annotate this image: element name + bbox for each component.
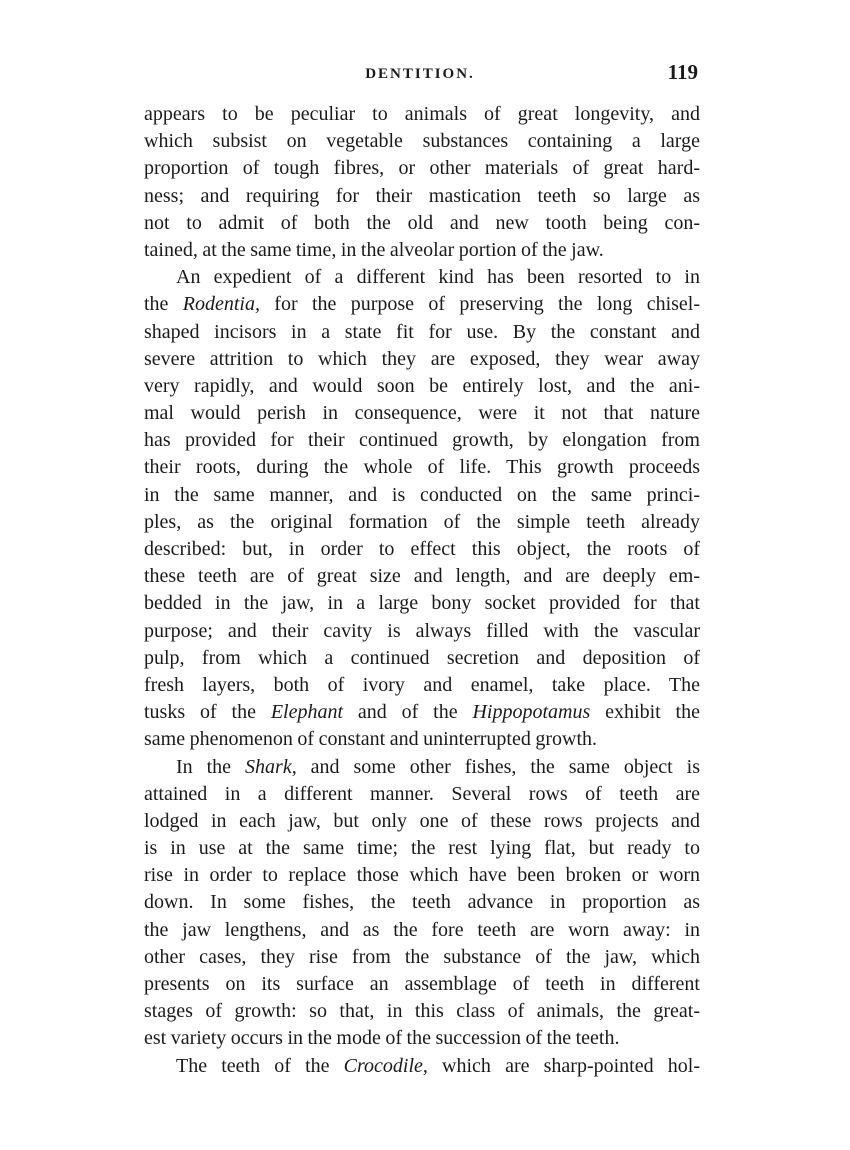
text-run: rise in order to replace those which have been broken or worn	[144, 864, 700, 887]
text-run: which are sharp-pointed hol-	[427, 1054, 700, 1077]
text-run: attained in a different manner. Several rows of teeth are	[144, 782, 700, 805]
text-line	[144, 618, 700, 645]
text-run: has provided for their continued growth, by elongation from	[144, 429, 700, 452]
text-line	[144, 781, 700, 808]
text-run: very rapidly, and would soon be entirely lost, and the ani-	[144, 374, 700, 397]
text-line	[144, 183, 700, 210]
text-run: shaped incisors in a state fit for use. By the constant and	[144, 320, 700, 343]
text-run: tusks of the	[144, 701, 271, 724]
text-run: proportion of tough fibres, or other materials of great hard-	[144, 157, 700, 180]
text-run: stages of growth: so that, in this class of animals, the great-	[144, 1000, 700, 1023]
text-line	[144, 971, 700, 998]
text-line	[144, 536, 700, 563]
text-line	[144, 346, 700, 373]
italic-term: Rodentia,	[182, 293, 260, 316]
text-run: same phenomenon of constant and uninterrupted growth.	[144, 728, 597, 751]
text-run: is in use at the same time; the rest lying flat, but ready to	[144, 837, 700, 860]
text-run: for the purpose of preserving the long chisel-	[259, 293, 701, 316]
text-line	[144, 427, 700, 454]
text-run: lodged in each jaw, but only one of these rows projects and	[144, 809, 700, 832]
text-run: exhibit the	[590, 701, 700, 724]
text-line	[144, 917, 700, 944]
text-line	[144, 1025, 700, 1052]
text-line	[144, 101, 700, 128]
text-run: and of the	[343, 701, 473, 724]
italic-term: Shark,	[245, 755, 297, 778]
text-line	[144, 128, 700, 155]
text-run: bedded in the jaw, in a large bony socket provided for that	[144, 592, 700, 615]
text-line	[144, 672, 700, 699]
text-run: the	[144, 293, 183, 316]
text-line	[144, 237, 700, 264]
text-line	[144, 889, 700, 916]
text-line	[144, 726, 700, 753]
running-head	[140, 60, 700, 90]
text-line	[144, 835, 700, 862]
text-line	[144, 862, 700, 889]
text-line	[144, 998, 700, 1025]
text-run: not to admit of both the old and new tooth being con-	[144, 211, 700, 234]
text-line	[144, 155, 700, 182]
text-run: mal would perish in consequence, were it not that nature	[144, 402, 700, 425]
text-run: ness; and requiring for their mastication teeth so large as	[144, 184, 700, 207]
body-text	[144, 101, 700, 1080]
italic-term: Hippopotamus	[472, 701, 591, 724]
text-line	[144, 1053, 700, 1080]
text-run: in the same manner, and is conducted on the same princi-	[144, 483, 700, 506]
chapter-title: DENTITION.	[365, 66, 475, 82]
text-run: described: but, in order to effect this object, the roots of	[144, 538, 700, 560]
text-run: other cases, they rise from the substance of the jaw, which	[144, 945, 700, 968]
text-run: and some other fishes, the same object is	[296, 755, 700, 778]
italic-term: Elephant	[270, 701, 344, 724]
text-line	[144, 645, 700, 672]
text-run: pulp, from which a continued secretion and deposition of	[144, 646, 700, 669]
text-run: down. In some fishes, the teeth advance in proportion as	[144, 891, 700, 914]
italic-term: Crocodile,	[343, 1054, 428, 1077]
text-line	[144, 808, 700, 835]
text-run: these teeth are of great size and length, and are deeply em-	[144, 565, 700, 588]
text-run: In the	[176, 755, 246, 778]
text-run: appears to be peculiar to animals of great longevity, and	[144, 103, 700, 125]
text-line	[144, 291, 700, 318]
text-line	[144, 319, 700, 346]
text-run: The teeth of the	[176, 1054, 344, 1077]
text-run: fresh layers, both of ivory and enamel, take place. The	[144, 673, 700, 696]
text-run: est variety occurs in the mode of the succession of the teeth.	[144, 1027, 620, 1050]
text-run: severe attrition to which they are exposed, they wear away	[144, 347, 700, 370]
text-line	[144, 699, 700, 726]
text-run: purpose; and their cavity is always filled with the vascular	[144, 619, 700, 642]
text-line	[144, 754, 700, 781]
text-run: which subsist on vegetable substances containing a large	[144, 130, 700, 153]
text-line	[144, 944, 700, 971]
page-number: 119	[667, 60, 698, 84]
text-run: the jaw lengthens, and as the fore teeth are worn away: in	[144, 918, 700, 941]
text-run: presents on its surface an assemblage of teeth in different	[144, 973, 700, 995]
text-run: tained, at the same time, in the alveolar portion of the jaw.	[144, 238, 604, 261]
text-line	[144, 264, 700, 291]
text-run: An expedient of a different kind has been resorted to in	[176, 266, 700, 289]
text-line	[144, 509, 700, 536]
text-line	[144, 210, 700, 237]
text-line	[144, 373, 700, 400]
text-line	[144, 482, 700, 509]
text-line	[144, 400, 700, 427]
text-line	[144, 563, 700, 590]
text-run: their roots, during the whole of life. This growth proceeds	[144, 456, 700, 479]
text-run: ples, as the original formation of the simple teeth already	[144, 510, 700, 533]
text-line	[144, 454, 700, 481]
text-line	[144, 590, 700, 617]
